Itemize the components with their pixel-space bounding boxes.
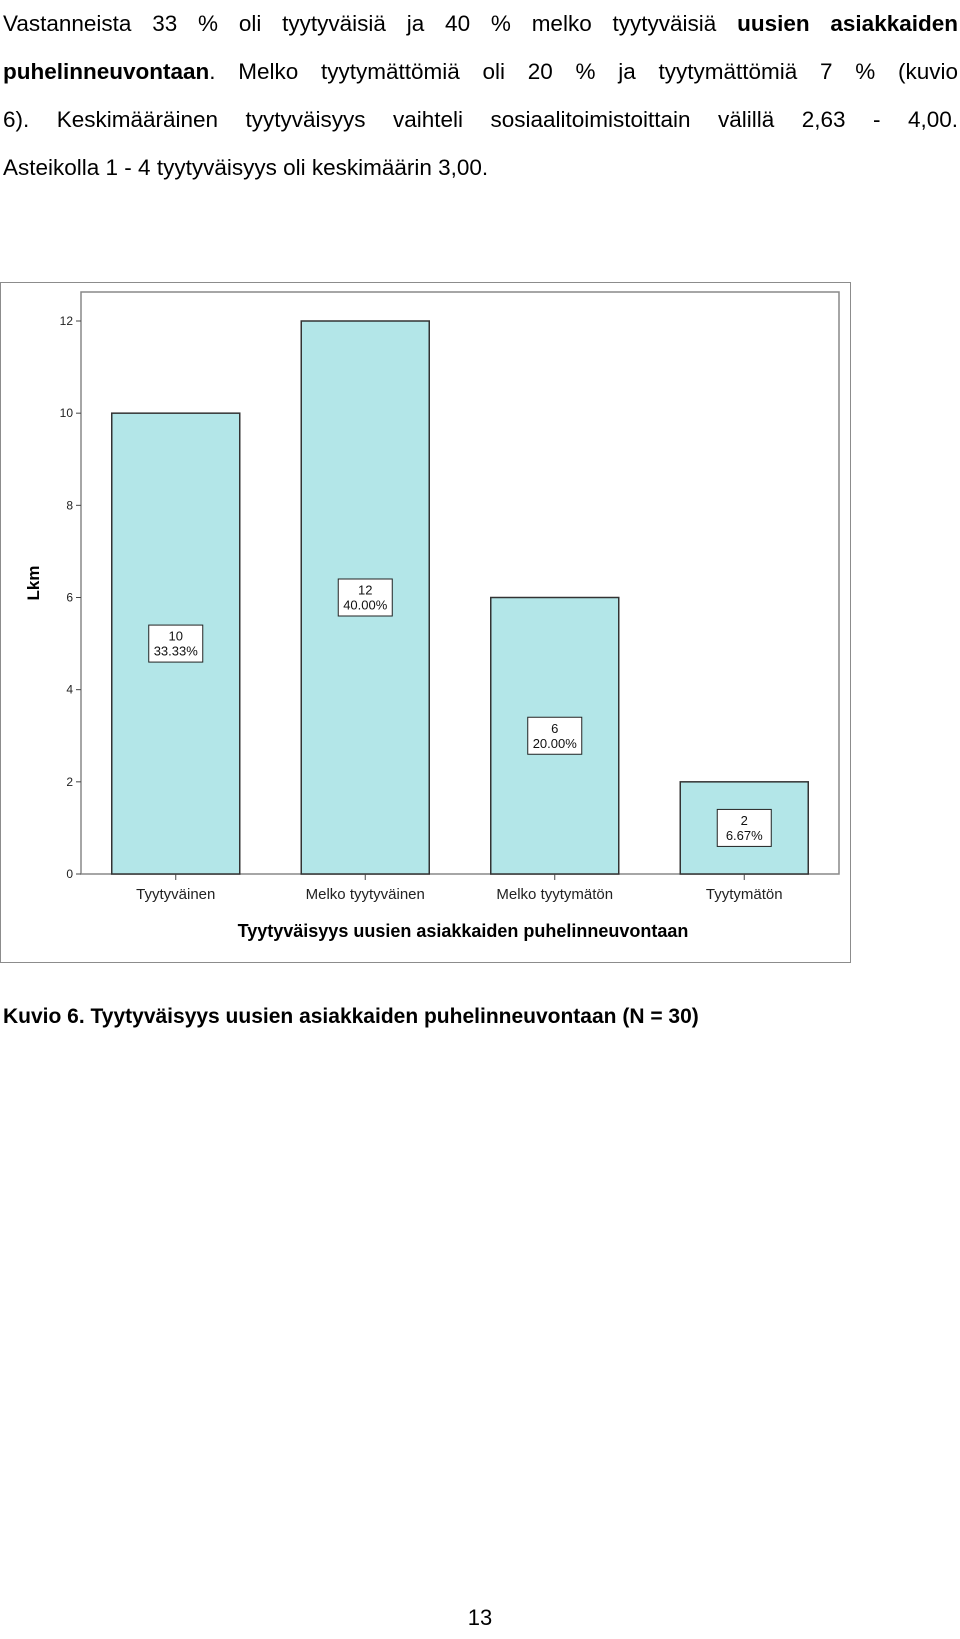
figure-caption: Kuvio 6. Tyytyväisyys uusien asiakkaiden puhelinneuvontaan (N = 30) <box>3 1005 699 1028</box>
data-label-percent: 33.33% <box>153 643 198 659</box>
data-label-percent: 6.67% <box>725 827 763 843</box>
bar-chart-frame <box>0 282 851 963</box>
y-tick-label: 8 <box>66 498 73 513</box>
bar-chart <box>1 283 852 964</box>
data-label-count: 12 <box>358 582 373 598</box>
data-label-percent: 20.00% <box>532 735 577 751</box>
data-label-count: 6 <box>551 720 559 736</box>
x-axis-label: Tyytyväisyys uusien asiakkaiden puhelinneuvontaan <box>237 921 689 941</box>
x-tick-label: Melko tyytymätön <box>496 886 614 903</box>
line1-text: Vastanneista 33 % oli tyytyväisiä ja 40 % melko tyytyväisiä <box>3 11 738 36</box>
line2-bold-text: puhelinneuvontaan <box>3 59 210 84</box>
y-axis-label: Lkm <box>24 565 43 601</box>
data-label-percent: 40.00% <box>343 597 388 613</box>
y-tick-label: 0 <box>66 867 73 881</box>
y-tick-label: 10 <box>59 406 73 421</box>
y-tick-label: 12 <box>59 314 73 328</box>
data-label-count: 2 <box>740 812 748 828</box>
line1-bold-text: uusien asiakkaiden <box>737 11 958 36</box>
y-tick-label: 2 <box>66 774 73 789</box>
paragraph-line-4: Asteikolla 1 - 4 tyytyväisyys oli keskimäärin 3,00. <box>3 155 489 180</box>
y-tick-label: 4 <box>66 682 73 697</box>
x-tick-label: Tyytyväinen <box>136 886 216 903</box>
data-label-count: 10 <box>168 628 183 644</box>
paragraph-line-1 <box>3 0 958 48</box>
body-paragraph <box>3 0 958 192</box>
x-tick-label: Melko tyytyväinen <box>305 886 425 903</box>
line2-text: . Melko tyytymättömiä oli 20 % ja tyytymättömiä 7 % (kuvio <box>209 59 958 84</box>
x-tick-label: Tyytymätön <box>705 886 783 903</box>
paragraph-line-2 <box>3 48 958 96</box>
paragraph-line-3: 6). Keskimääräinen tyytyväisyys vaihteli sosiaalitoimistoittain välillä 2,63 - 4,00. <box>3 107 958 132</box>
y-tick-label: 6 <box>66 590 73 605</box>
page-number: 13 <box>467 1605 493 1630</box>
